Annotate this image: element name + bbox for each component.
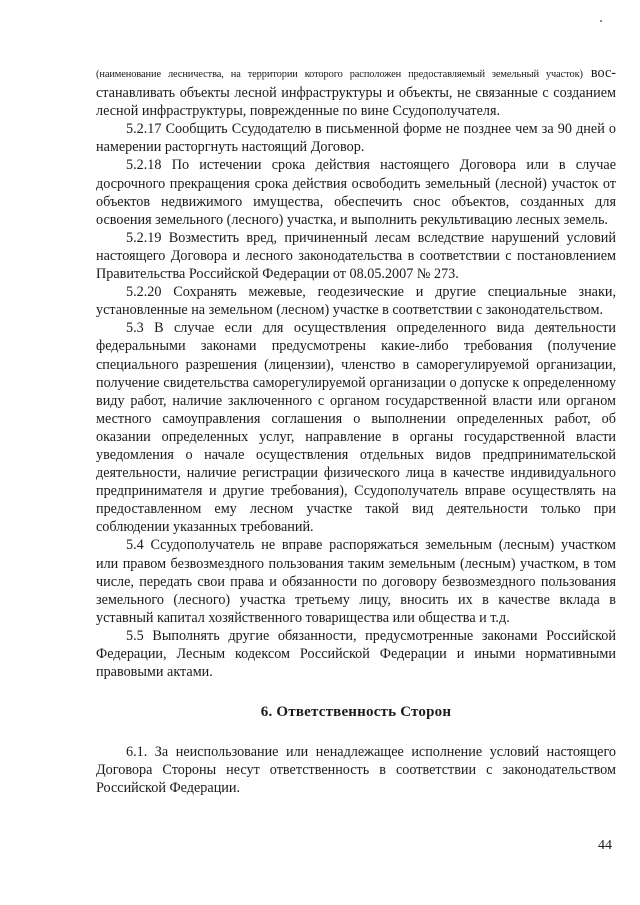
page-number: 44: [598, 838, 612, 853]
clause-5-2-17: 5.2.17 Сообщить Ссудодателю в письменной форме не позднее чем за 90 дней о намерении расторгнуть настоящий Договор.: [96, 121, 616, 156]
continuation-line: [96, 64, 616, 120]
clause-5-3: 5.3 В случае если для осуществления определенного вида деятельности федеральными законами предусмотрены какие-либо требования (получение специального разрешения (лицензии), членство в саморегулируемой организации, получение свидетельства саморегулируемой организации о допуске к определенному виду работ, наличие заключенного с органом государственной власти или органом местного самоуправления соглашения о выполнении определенных работ, об оказании определенных услуг, направление в органы государственной власти уведомления о начале осуществления отдельных видов предпринимательской деятельности, наличие регистрации физического лица в качестве индивидуального предпринимателя и другие требования), Ссудополучатель вправе осуществлять на предоставленном ему лесном участке такой вид деятельности только при соблюдении указанных требований.: [96, 320, 616, 536]
clause-5-2-20: 5.2.20 Сохранять межевые, геодезические и другие специальные знаки, установленные на земельном (лесном) участке в соответствии с законодательством.: [96, 284, 616, 319]
section-6-heading: 6. Ответственность Сторон: [260, 704, 452, 721]
clause-6-1: 6.1. За неиспользование или ненадлежащее исполнение условий настоящего Договора Стороны несут ответственность в соответствии с законодательством Российской Федерации.: [96, 744, 616, 797]
clause-5-4: 5.4 Ссудополучатель не вправе распоряжаться земельным (лесным) участком или правом безвозмездного пользования таким земельным (лесным) участком, в том числе, передать свои права и обязанности по договору безвозмездного пользования земельного (лесного) участка третьему лицу, вносить их в качестве вклада в уставный капитал хозяйственного товарищества или общества и т.д.: [96, 537, 616, 626]
clause-5-2-18: 5.2.18 По истечении срока действия настоящего Договора или в случае досрочного прекращения срока действия освободить земельный (лесной) участок от объектов недвижимого имущества, обеспечить снос объектов, созданных для освоения земельного (лесного) участка, и выполнить рекультивацию лесных земель.: [96, 157, 616, 228]
document-page: [96, 64, 616, 798]
forestry-name-note: (наименование лесничества, на территории которого расположен предоставляемый земельный участок): [96, 69, 583, 80]
scan-speck: [600, 20, 602, 22]
continuation-word: вос-: [590, 65, 616, 81]
continuation-text: станавливать объекты лесной инфраструктуры и объекты, не связанные с созданием лесной инфраструктуры, поврежденные по вине Ссудополучателя.: [96, 85, 616, 120]
clause-5-2-19: 5.2.19 Возместить вред, причиненный лесам вследствие нарушений условий настоящего Договора и лесного законодательства в соответствии с постановлением Правительства Российской Федерации от 08.05.2007 № 273.: [96, 229, 616, 283]
clause-5-5: 5.5 Выполнять другие обязанности, предусмотренные законами Российской Федерации, Лесным кодексом Российской Федерации и иными нормативными правовыми актами.: [96, 627, 616, 681]
